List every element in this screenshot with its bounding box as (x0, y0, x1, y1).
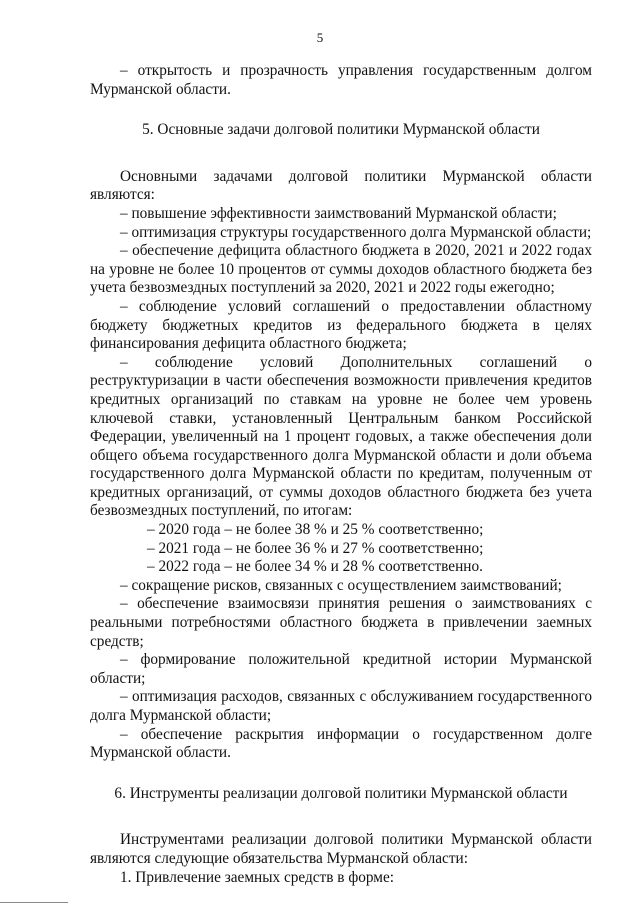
list-item-structure: – оптимизация структуры государственного долга Мурманской области; (120, 223, 592, 241)
sub-item-2022: – 2022 года – не более 34 % и 28 % соответственно. (147, 558, 483, 576)
list-item-deficit: – обеспечение дефицита областного бюджета в 2020, 2021 и 2022 годах на уровне не более 10 процентов от суммы доходов областного бюджета без учета безвозмездных поступлений за 2020, 2021 и 2022 годы ежегодно; (90, 242, 592, 297)
scan-artifact-line (0, 902, 68, 903)
paragraph-instruments: Инструментами реализации долговой политики Мурманской области являются следующие обязательства Мурманской области: (90, 831, 592, 867)
list-item-servicing-costs: – оптимизация расходов, связанных с обслуживанием государственного долга Мурманской области; (90, 688, 592, 724)
sub-item-2020: – 2020 года – не более 38 % и 25 % соответственно; (147, 521, 484, 539)
list-item-needs: – обеспечение взаимосвязи принятия решения о заимствованиях с реальными потребностями областного бюджета в привлечении заемных средств; (90, 595, 592, 650)
list-item-risks: – сокращение рисков, связанных с осуществлением заимствований; (120, 576, 562, 594)
paragraph-borrowing: 1. Привлечение заемных средств в форме: (120, 868, 395, 886)
section-heading-6: 6. Инструменты реализации долговой политики Мурманской области (114, 784, 568, 802)
list-item-restructuring: – соблюдение условий Дополнительных соглашений о реструктуризации в части обеспечения возможности привлечения кредитов кредитных организаций по ставкам на уровне не более чем уровень ключевой ставки, установленный Центральным банком Российской Федерации, увеличенный на 1 процент годовых, а также обеспечения доли общего объема государственного долга Мурманской области и доли объема государственного долга Мурманской области по кредитам, полученным от кредитных организаций, от суммы доходов областного бюджета без учета безвозмездных поступлений, по итогам: (90, 353, 592, 520)
paragraph-intro-tasks: Основными задачами долговой политики Мурманской области являются: (90, 167, 592, 204)
list-item-credit-history: – формирование положительной кредитной истории Мурманской области; (90, 651, 592, 687)
paragraph-openness: – открытость и прозрачность управления государственным долгом Мурманской области. (90, 62, 592, 98)
document-body (90, 62, 592, 887)
list-item-disclosure: – обеспечение раскрытия информации о государственном долге Мурманской области. (90, 725, 592, 762)
list-item-efficiency: – повышение эффективности заимствований Мурманской области; (120, 204, 557, 222)
section-heading-5: 5. Основные задачи долговой политики Мурманской области (142, 121, 540, 139)
list-item-federal-credits: – соблюдение условий соглашений о предоставлении областному бюджету бюджетных кредитов из федерального бюджета в целях финансирования дефицита областного бюджета; (90, 297, 592, 353)
page-number: 5 (316, 30, 324, 45)
sub-item-2021: – 2021 года – не более 36 % и 27 % соответственно; (147, 539, 484, 557)
